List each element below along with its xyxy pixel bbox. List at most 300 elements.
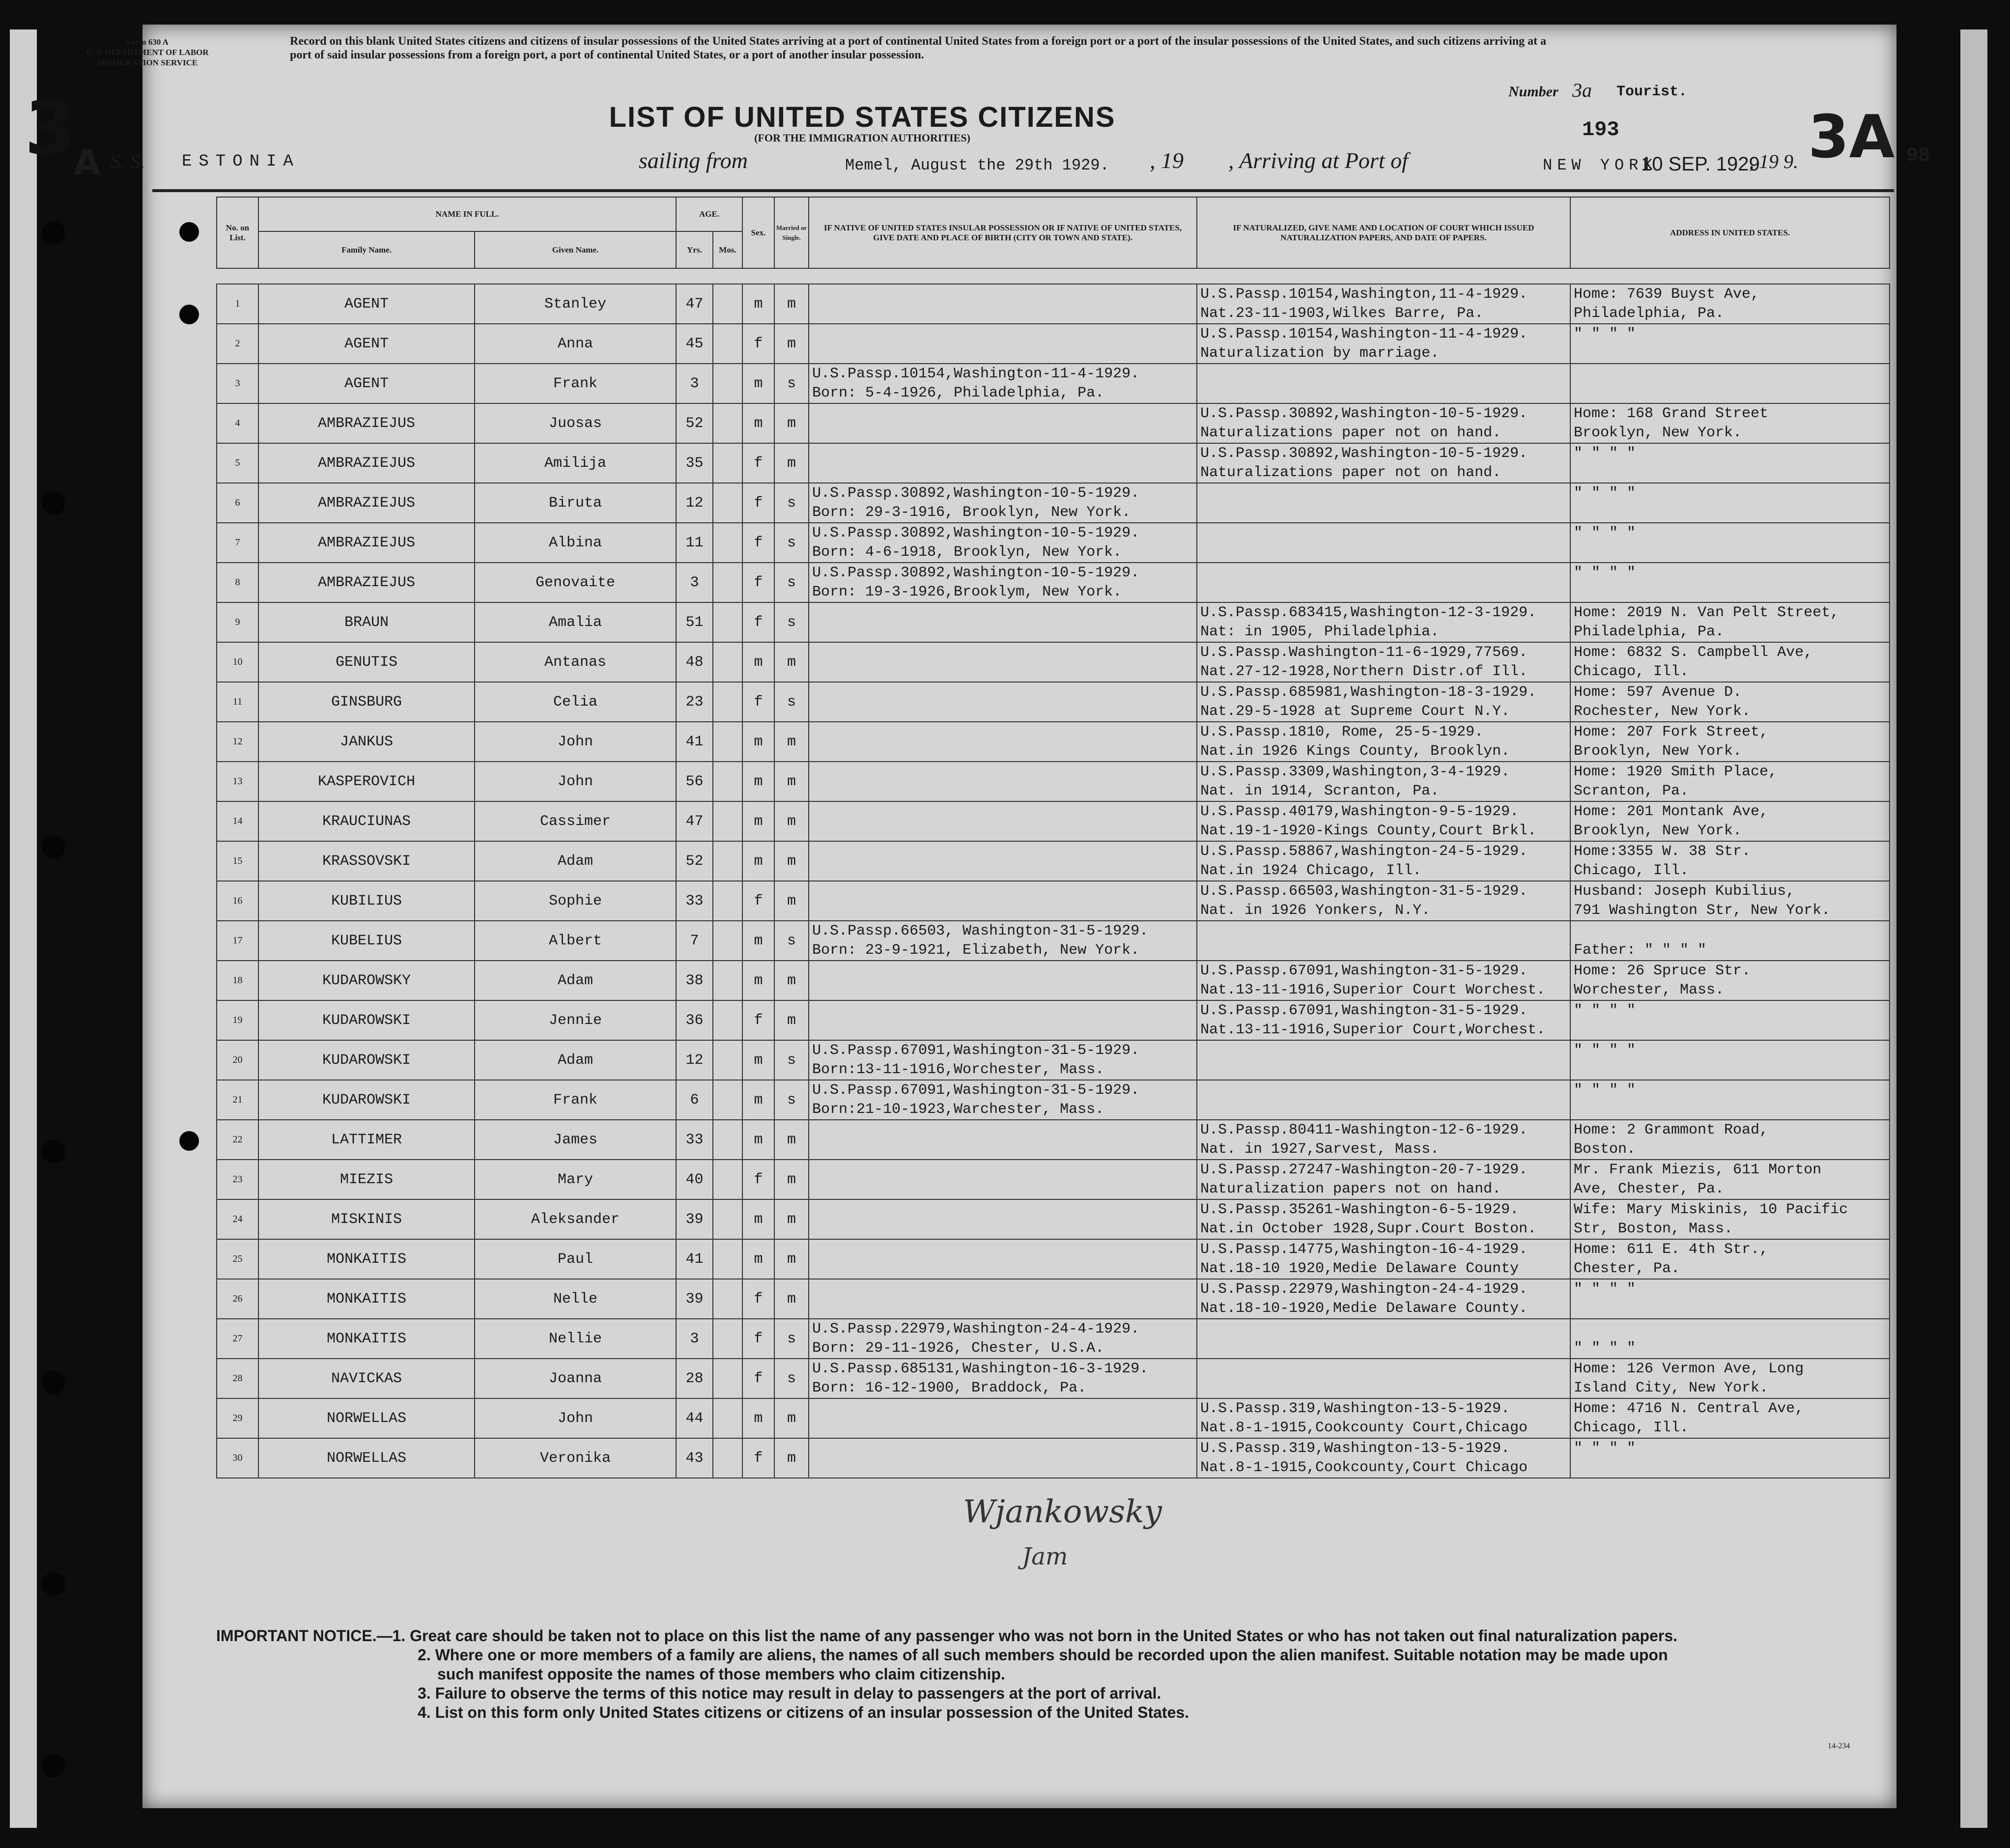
us-address bbox=[1570, 801, 1890, 841]
us-address-line-1: " " " " bbox=[1574, 564, 1636, 581]
us-address bbox=[1570, 563, 1890, 602]
naturalization-info-line-2: Naturalizations paper not on hand. bbox=[1200, 464, 1501, 481]
naturalization-info-line-1: U.S.Passp.319,Washington-13-5-1929. bbox=[1200, 1440, 1510, 1457]
us-address bbox=[1570, 284, 1890, 324]
given-name: Aleksander bbox=[475, 1199, 676, 1239]
birth-info-line-1 bbox=[812, 444, 1196, 463]
married-single: s bbox=[774, 1080, 809, 1120]
us-address-line-2 bbox=[1574, 1021, 1889, 1040]
naturalization-info-line-1 bbox=[1200, 1081, 1570, 1100]
naturalization-info-line-2 bbox=[1200, 543, 1570, 562]
us-address-line-1: Husband: Joseph Kubilius, bbox=[1574, 882, 1795, 900]
birth-info-line-2 bbox=[812, 1419, 1196, 1438]
family-name: AMBRAZIEJUS bbox=[258, 443, 475, 483]
naturalization-info bbox=[1197, 284, 1570, 324]
us-address-line-1: " " " " bbox=[1574, 1081, 1636, 1099]
row-number: 15 bbox=[217, 841, 258, 881]
punch-hole bbox=[42, 221, 65, 245]
us-address bbox=[1570, 961, 1890, 1000]
us-address-line-1: " " " " bbox=[1574, 524, 1636, 541]
sex: f bbox=[742, 682, 774, 722]
birth-info-line-1 bbox=[812, 325, 1196, 344]
us-address bbox=[1570, 324, 1890, 364]
birth-info-line-1 bbox=[812, 1439, 1196, 1458]
sex: f bbox=[742, 563, 774, 602]
row-number: 28 bbox=[217, 1359, 258, 1398]
married-single: m bbox=[774, 841, 809, 881]
birth-info-line-2: Born: 23-9-1921, Elizabeth, New York. bbox=[812, 941, 1140, 959]
family-name: MONKAITIS bbox=[258, 1239, 475, 1279]
row-number: 18 bbox=[217, 961, 258, 1000]
punch-hole-small bbox=[179, 305, 199, 324]
table-row bbox=[217, 881, 1890, 921]
col-name-in-full: NAME IN FULL. bbox=[258, 197, 676, 231]
family-name: MONKAITIS bbox=[258, 1319, 475, 1359]
birth-info-line-1 bbox=[812, 1240, 1196, 1259]
age-months bbox=[713, 1080, 742, 1120]
birth-info-line-2 bbox=[812, 344, 1196, 363]
age-months bbox=[713, 722, 742, 762]
married-single: s bbox=[774, 1319, 809, 1359]
given-name: Stanley bbox=[475, 284, 676, 324]
birth-info-line-2 bbox=[812, 1021, 1196, 1040]
naturalization-info bbox=[1197, 1080, 1570, 1120]
birth-info-line-2 bbox=[812, 1259, 1196, 1279]
birth-info-line-2 bbox=[812, 623, 1196, 642]
birth-info-line-2 bbox=[812, 901, 1196, 920]
given-name: Amilija bbox=[475, 443, 676, 483]
sex: m bbox=[742, 841, 774, 881]
list-number: 3a bbox=[1572, 79, 1592, 101]
us-address-line-1: Home: 7639 Buyst Ave, bbox=[1574, 285, 1760, 303]
sex: f bbox=[742, 483, 774, 523]
col-family-name: Family Name. bbox=[258, 231, 475, 268]
married-single: s bbox=[774, 602, 809, 642]
sex: f bbox=[742, 443, 774, 483]
us-address bbox=[1570, 1398, 1890, 1438]
sex: m bbox=[742, 1199, 774, 1239]
birth-info-line-1 bbox=[812, 1399, 1196, 1419]
family-name: AGENT bbox=[258, 324, 475, 364]
family-name: KUBILIUS bbox=[258, 881, 475, 921]
age-years: 47 bbox=[676, 284, 713, 324]
sex: m bbox=[742, 1398, 774, 1438]
naturalization-info-line-2: Nat.18-10 1920,Medie Delaware County bbox=[1200, 1260, 1519, 1277]
us-address-line-1: " " " " bbox=[1574, 325, 1636, 342]
table-row bbox=[217, 1199, 1890, 1239]
birth-info bbox=[809, 1398, 1197, 1438]
punch-hole bbox=[42, 1572, 65, 1596]
us-address-line-2 bbox=[1574, 1299, 1889, 1318]
table-row bbox=[217, 364, 1890, 403]
row-number: 20 bbox=[217, 1040, 258, 1080]
birth-info bbox=[809, 642, 1197, 682]
us-address-line-1: Home: 207 Fork Street, bbox=[1574, 723, 1769, 740]
given-name: Adam bbox=[475, 1040, 676, 1080]
birth-info bbox=[809, 1319, 1197, 1359]
naturalization-info-line-1: U.S.Passp.685981,Washington-18-3-1929. bbox=[1200, 683, 1537, 701]
row-number: 7 bbox=[217, 523, 258, 563]
birth-info-line-2 bbox=[812, 1220, 1196, 1239]
birth-info-line-2: Born: 29-11-1926, Chester, U.S.A. bbox=[812, 1339, 1104, 1357]
us-address-line-1: " " " " bbox=[1574, 1042, 1636, 1059]
family-name: AMBRAZIEJUS bbox=[258, 403, 475, 443]
birth-info-line-1 bbox=[812, 603, 1196, 623]
birth-info-line-1: U.S.Passp.30892,Washington-10-5-1929. bbox=[812, 524, 1140, 541]
age-years: 52 bbox=[676, 841, 713, 881]
age-months bbox=[713, 841, 742, 881]
age-months bbox=[713, 642, 742, 682]
age-months bbox=[713, 523, 742, 563]
form-number: Form 630 A bbox=[126, 37, 169, 47]
age-years: 52 bbox=[676, 403, 713, 443]
birth-info-line-2: Born:21-10-1923,Warchester, Mass. bbox=[812, 1101, 1104, 1118]
birth-info-line-2 bbox=[812, 822, 1196, 841]
married-single: m bbox=[774, 1279, 809, 1319]
given-name: John bbox=[475, 762, 676, 801]
notice-line-2: 2. Where one or more members of a family are aliens, the names of all such members should be recorded upon the alien manifest. Suitable notation may be made upon bbox=[418, 1646, 1668, 1664]
age-years: 11 bbox=[676, 523, 713, 563]
sex: f bbox=[742, 1279, 774, 1319]
sex: m bbox=[742, 1120, 774, 1160]
married-single: s bbox=[774, 921, 809, 961]
family-name: AGENT bbox=[258, 364, 475, 403]
naturalization-info-line-2: Nat. in 1927,Sarvest, Mass. bbox=[1200, 1140, 1440, 1158]
table-row bbox=[217, 801, 1890, 841]
naturalization-info bbox=[1197, 1199, 1570, 1239]
age-months bbox=[713, 1279, 742, 1319]
age-years: 41 bbox=[676, 1239, 713, 1279]
given-name: Nelle bbox=[475, 1279, 676, 1319]
us-address-line-1 bbox=[1574, 922, 1889, 941]
given-name: Albert bbox=[475, 921, 676, 961]
us-address-line-1: Home: 611 E. 4th Str., bbox=[1574, 1241, 1769, 1258]
birth-info bbox=[809, 324, 1197, 364]
married-single: m bbox=[774, 722, 809, 762]
age-years: 48 bbox=[676, 642, 713, 682]
age-months bbox=[713, 1120, 742, 1160]
naturalization-info-line-2 bbox=[1200, 1100, 1570, 1119]
birth-info bbox=[809, 921, 1197, 961]
age-years: 39 bbox=[676, 1279, 713, 1319]
us-address-line-2: Chicago, Ill. bbox=[1574, 663, 1689, 680]
naturalization-info bbox=[1197, 403, 1570, 443]
family-name: MIEZIS bbox=[258, 1160, 475, 1199]
spacer-row bbox=[217, 268, 1890, 284]
naturalization-info-line-2: Nat.in 1926 Kings County, Brooklyn. bbox=[1200, 742, 1510, 760]
us-address-line-1: Home: 201 Montank Ave, bbox=[1574, 803, 1769, 820]
age-months bbox=[713, 921, 742, 961]
sex: f bbox=[742, 1438, 774, 1478]
given-name: Celia bbox=[475, 682, 676, 722]
sex: m bbox=[742, 642, 774, 682]
naturalization-info-line-2: Nat.in October 1928,Supr.Court Boston. bbox=[1200, 1220, 1537, 1237]
table-row bbox=[217, 1398, 1890, 1438]
birth-info bbox=[809, 1438, 1197, 1478]
naturalization-info-line-1: U.S.Passp.319,Washington-13-5-1929. bbox=[1200, 1400, 1510, 1417]
age-years: 6 bbox=[676, 1080, 713, 1120]
col-no: No. on List. bbox=[217, 197, 258, 268]
header-divider bbox=[152, 189, 1894, 192]
col-married: Married or Single. bbox=[774, 197, 809, 268]
naturalization-info-line-1: U.S.Passp.14775,Washington-16-4-1929. bbox=[1200, 1241, 1528, 1258]
us-address-line-2: Worchester, Mass. bbox=[1574, 981, 1725, 998]
naturalization-info-line-1: U.S.Passp.58867,Washington-24-5-1929. bbox=[1200, 843, 1528, 860]
birth-info bbox=[809, 1239, 1197, 1279]
naturalization-info bbox=[1197, 841, 1570, 881]
naturalization-info bbox=[1197, 1239, 1570, 1279]
given-name: John bbox=[475, 722, 676, 762]
family-name: GENUTIS bbox=[258, 642, 475, 682]
naturalization-info-line-1: U.S.Passp.66503,Washington-31-5-1929. bbox=[1200, 882, 1528, 900]
us-address-line-2: Boston. bbox=[1574, 1140, 1636, 1158]
age-years: 12 bbox=[676, 483, 713, 523]
naturalization-info bbox=[1197, 921, 1570, 961]
row-number: 17 bbox=[217, 921, 258, 961]
given-name: Amalia bbox=[475, 602, 676, 642]
naturalization-info bbox=[1197, 1359, 1570, 1398]
us-address-line-2: Chester, Pa. bbox=[1574, 1260, 1680, 1277]
form-identifier bbox=[69, 37, 226, 68]
us-address-line-1 bbox=[1574, 365, 1889, 384]
given-name: Antanas bbox=[475, 642, 676, 682]
naturalization-info-line-1 bbox=[1200, 922, 1570, 941]
married-single: m bbox=[774, 403, 809, 443]
age-years: 3 bbox=[676, 563, 713, 602]
birth-info-line-2: Born: 19-3-1926,Brooklym, New York. bbox=[812, 583, 1122, 600]
naturalization-info-line-1: U.S.Passp.35261-Washington-6-5-1929. bbox=[1200, 1201, 1519, 1218]
birth-info-line-2: Born: 5-4-1926, Philadelphia, Pa. bbox=[812, 384, 1104, 401]
table-row bbox=[217, 602, 1890, 642]
age-years: 44 bbox=[676, 1398, 713, 1438]
naturalization-info-line-2: Nat.in 1924 Chicago, Ill. bbox=[1200, 862, 1422, 879]
birth-info bbox=[809, 881, 1197, 921]
age-months bbox=[713, 1359, 742, 1398]
naturalization-info-line-1 bbox=[1200, 524, 1570, 543]
row-number: 11 bbox=[217, 682, 258, 722]
us-address-line-2 bbox=[1574, 463, 1889, 483]
table-row bbox=[217, 523, 1890, 563]
notice-line-1: IMPORTANT NOTICE.—1. Great care should be taken not to place on this list the name of any passenger who was not born in the United States or who has not taken out final naturalization papers. bbox=[216, 1627, 1678, 1645]
naturalization-info-line-2: Nat. in 1926 Yonkers, N.Y. bbox=[1200, 902, 1431, 919]
us-address bbox=[1570, 1120, 1890, 1160]
age-months bbox=[713, 284, 742, 324]
us-address bbox=[1570, 443, 1890, 483]
naturalization-info bbox=[1197, 682, 1570, 722]
row-number: 5 bbox=[217, 443, 258, 483]
record-instructions: Record on this blank United States citizens and citizens of insular possessions of the United States arriving at a port of continental United States from a foreign port or a port of the insular possessions of the United States, and such citizens arriving at a port of said insular possessions from a foreign port, a port of continental United States, or a port of another insular possession. bbox=[290, 35, 1547, 61]
birth-info-line-1 bbox=[812, 802, 1196, 822]
arrival-port: NEW YORK bbox=[1543, 156, 1658, 174]
naturalization-info-line-2: Nat. in 1914, Scranton, Pa. bbox=[1200, 782, 1440, 799]
naturalization-info-line-2: Nat.18-10-1920,Medie Delaware County. bbox=[1200, 1300, 1528, 1317]
table-row bbox=[217, 1120, 1890, 1160]
row-number: 2 bbox=[217, 324, 258, 364]
naturalization-info-line-1 bbox=[1200, 365, 1570, 384]
us-address bbox=[1570, 364, 1890, 403]
row-number: 30 bbox=[217, 1438, 258, 1478]
age-months bbox=[713, 762, 742, 801]
married-single: m bbox=[774, 762, 809, 801]
family-name: KRAUCIUNAS bbox=[258, 801, 475, 841]
married-single: m bbox=[774, 1160, 809, 1199]
col-mos: Mos. bbox=[713, 231, 742, 268]
naturalization-info-line-2: Nat.13-11-1916,Superior Court,Worchest. bbox=[1200, 1021, 1546, 1038]
naturalization-info-line-1 bbox=[1200, 1041, 1570, 1060]
married-single: s bbox=[774, 1359, 809, 1398]
naturalization-info-line-2: Nat.23-11-1903,Wilkes Barre, Pa. bbox=[1200, 305, 1484, 322]
col-address: ADDRESS IN UNITED STATES. bbox=[1570, 197, 1890, 268]
birth-info-line-1: U.S.Passp.30892,Washington-10-5-1929. bbox=[812, 564, 1140, 581]
naturalization-info-line-1: U.S.Passp.10154,Washington,11-4-1929. bbox=[1200, 285, 1528, 303]
given-name: Frank bbox=[475, 364, 676, 403]
birth-info bbox=[809, 602, 1197, 642]
naturalization-info bbox=[1197, 602, 1570, 642]
us-address bbox=[1570, 602, 1890, 642]
birth-info-line-1: U.S.Passp.67091,Washington-31-5-1929. bbox=[812, 1042, 1140, 1059]
arrival-date-stamp: 10 SEP. 1929 bbox=[1641, 153, 1760, 175]
naturalization-info-line-1: U.S.Passp.67091,Washington-31-5-1929. bbox=[1200, 1002, 1528, 1019]
col-given-name: Given Name. bbox=[475, 231, 676, 268]
birth-info bbox=[809, 1160, 1197, 1199]
us-address-line-2: 791 Washington Str, New York. bbox=[1574, 902, 1831, 919]
age-months bbox=[713, 403, 742, 443]
sex: m bbox=[742, 284, 774, 324]
naturalization-info-line-2: Naturalizations paper not on hand. bbox=[1200, 424, 1501, 441]
row-number: 1 bbox=[217, 284, 258, 324]
handwritten-list-mark-right: 3A bbox=[1808, 103, 1895, 171]
naturalization-info bbox=[1197, 1279, 1570, 1319]
us-address bbox=[1570, 1279, 1890, 1319]
naturalization-info-line-1: U.S.Passp.27247-Washington-20-7-1929. bbox=[1200, 1161, 1528, 1178]
us-address-line-1 bbox=[1574, 1320, 1889, 1339]
col-birth: IF NATIVE OF UNITED STATES INSULAR POSSESSION OR IF NATIVE OF UNITED STATES, GIVE DATE AND PLACE OF BIRTH (CITY OR TOWN AND STATE). bbox=[809, 197, 1197, 268]
married-single: m bbox=[774, 284, 809, 324]
table-row bbox=[217, 722, 1890, 762]
row-number: 29 bbox=[217, 1398, 258, 1438]
family-name: KUBELIUS bbox=[258, 921, 475, 961]
married-single: s bbox=[774, 364, 809, 403]
birth-info-line-2 bbox=[812, 1140, 1196, 1159]
table-row bbox=[217, 1000, 1890, 1040]
family-name: KUDAROWSKI bbox=[258, 1040, 475, 1080]
naturalization-info-line-2: Nat.29-5-1928 at Supreme Court N.Y. bbox=[1200, 703, 1510, 720]
birth-info bbox=[809, 1120, 1197, 1160]
row-number: 13 bbox=[217, 762, 258, 801]
birth-info-line-1 bbox=[812, 842, 1196, 861]
punch-hole bbox=[42, 1371, 65, 1394]
us-address-line-2: Ave, Chester, Pa. bbox=[1574, 1180, 1725, 1197]
us-address bbox=[1570, 682, 1890, 722]
left-binding-strip bbox=[10, 29, 37, 1828]
row-number: 6 bbox=[217, 483, 258, 523]
family-name: NORWELLAS bbox=[258, 1438, 475, 1478]
us-address-line-2 bbox=[1574, 1060, 1889, 1080]
birth-info-line-1 bbox=[812, 1280, 1196, 1299]
naturalization-info-line-2: Nat.19-1-1920-Kings County,Court Brkl. bbox=[1200, 822, 1537, 839]
family-name: AMBRAZIEJUS bbox=[258, 563, 475, 602]
sex: m bbox=[742, 722, 774, 762]
naturalization-info-line-2: Nat: in 1905, Philadelphia. bbox=[1200, 623, 1440, 640]
page-subtitle: (FOR THE IMMIGRATION AUTHORITIES) bbox=[754, 132, 970, 144]
naturalization-info-line-1 bbox=[1200, 484, 1570, 503]
age-months bbox=[713, 881, 742, 921]
arriving-label: , Arriving at Port of bbox=[1228, 148, 1408, 173]
married-single: m bbox=[774, 642, 809, 682]
family-name: AMBRAZIEJUS bbox=[258, 523, 475, 563]
birth-info-line-2: Born: 29-3-1916, Brooklyn, New York. bbox=[812, 504, 1131, 521]
row-number: 25 bbox=[217, 1239, 258, 1279]
table-row bbox=[217, 483, 1890, 523]
table-row bbox=[217, 682, 1890, 722]
naturalization-info bbox=[1197, 364, 1570, 403]
naturalization-info bbox=[1197, 722, 1570, 762]
sex: f bbox=[742, 1359, 774, 1398]
given-name: Joanna bbox=[475, 1359, 676, 1398]
age-years: 33 bbox=[676, 1120, 713, 1160]
age-years: 39 bbox=[676, 1199, 713, 1239]
year-prefix: 193 bbox=[1582, 118, 1619, 142]
married-single: m bbox=[774, 1199, 809, 1239]
age-years: 47 bbox=[676, 801, 713, 841]
family-name: MISKINIS bbox=[258, 1199, 475, 1239]
age-years: 33 bbox=[676, 881, 713, 921]
birth-info bbox=[809, 1080, 1197, 1120]
us-address bbox=[1570, 762, 1890, 801]
us-address bbox=[1570, 483, 1890, 523]
married-single: m bbox=[774, 1398, 809, 1438]
married-single: m bbox=[774, 1000, 809, 1040]
age-months bbox=[713, 1438, 742, 1478]
naturalization-info-line-2 bbox=[1200, 384, 1570, 403]
punch-hole bbox=[42, 491, 65, 515]
us-address bbox=[1570, 1359, 1890, 1398]
birth-info bbox=[809, 1040, 1197, 1080]
row-number: 8 bbox=[217, 563, 258, 602]
naturalization-info bbox=[1197, 642, 1570, 682]
year-suffix: , 19 9. bbox=[1749, 150, 1798, 172]
table-row bbox=[217, 1080, 1890, 1120]
us-address bbox=[1570, 403, 1890, 443]
birth-info-line-1: U.S.Passp.67091,Washington-31-5-1929. bbox=[812, 1081, 1140, 1099]
naturalization-info bbox=[1197, 523, 1570, 563]
right-margin-strip bbox=[1960, 29, 1987, 1828]
birth-info bbox=[809, 722, 1197, 762]
naturalization-info bbox=[1197, 1120, 1570, 1160]
birth-info-line-1: U.S.Passp.30892,Washington-10-5-1929. bbox=[812, 484, 1140, 502]
birth-info-line-1: U.S.Passp.22979,Washington-24-4-1929. bbox=[812, 1320, 1140, 1337]
table-row bbox=[217, 563, 1890, 602]
naturalization-info-line-1: U.S.Passp.30892,Washington-10-5-1929. bbox=[1200, 445, 1528, 462]
row-number: 16 bbox=[217, 881, 258, 921]
sex: m bbox=[742, 961, 774, 1000]
age-months bbox=[713, 682, 742, 722]
naturalization-info-line-2: Nat.27-12-1928,Northern Distr.of Ill. bbox=[1200, 663, 1528, 680]
us-address-line-1: Wife: Mary Miskinis, 10 Pacific bbox=[1574, 1201, 1848, 1218]
col-naturalized: IF NATURALIZED, GIVE NAME AND LOCATION OF COURT WHICH ISSUED NATURALIZATION PAPERS, AND DATE OF PAPERS. bbox=[1197, 197, 1570, 268]
passenger-rows bbox=[217, 284, 1890, 1478]
us-address bbox=[1570, 1239, 1890, 1279]
birth-info-line-2 bbox=[812, 702, 1196, 721]
us-address-line-2 bbox=[1574, 543, 1889, 562]
ship-name: ESTONIA bbox=[182, 152, 300, 171]
us-address-line-1: Home: 2019 N. Van Pelt Street, bbox=[1574, 604, 1840, 621]
us-address-line-1: Home: 6832 S. Campbell Ave, bbox=[1574, 644, 1813, 661]
us-address-line-2: Scranton, Pa. bbox=[1574, 782, 1689, 799]
us-address-line-1: Home: 4716 N. Central Ave, bbox=[1574, 1400, 1804, 1417]
us-address-line-1: Mr. Frank Miezis, 611 Morton bbox=[1574, 1161, 1822, 1178]
given-name: Genovaite bbox=[475, 563, 676, 602]
